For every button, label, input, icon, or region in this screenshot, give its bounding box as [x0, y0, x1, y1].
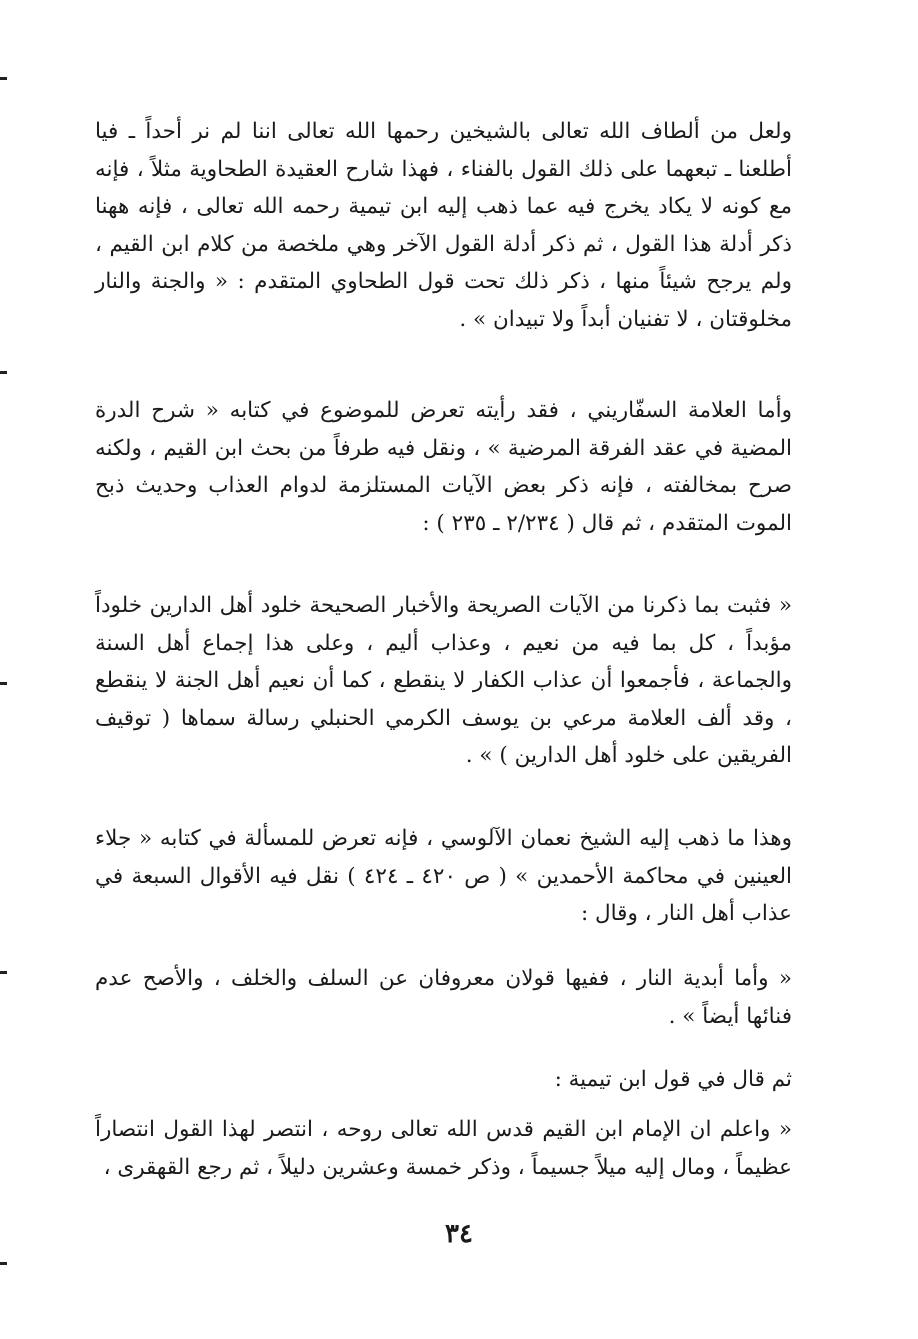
paragraph-4: وهذا ما ذهب إليه الشيخ نعمان الآلوسي ، فإنه تعرض للمسألة في كتابه « جلاء العينين في محاكمة الأحمدين » ( ص ٤٢٠ ـ ٤٢٤ ) نقل فيه الأقوال السبعة في عذاب أهل النار ، وقال : [95, 826, 793, 926]
paragraph-1: ولعل من ألطاف الله تعالى بالشيخين رحمها الله تعالى اننا لم نر أحداً ـ فيا أطلعنا ـ تبعهما على ذلك القول بالفناء ، فهذا شارح العقيدة الطحاوية مثلاً ، فإنه مع كونه لا يكاد يخرج فيه عما ذهب إليه ابن تيمية رحمه الله تعالى ، فإنه ههنا ذكر أدلة هذا القول ، ثم ذكر أدلة القول الآخر وهي ملخصة من كلام ابن القيم ، ولم يرجح شيئاً منها ، ذكر ذلك تحت قول الطحاوي المتقدم : « والجنة والنار مخلوقتان ، لا تفنيان أبداً ولا تبيدان » . [95, 119, 792, 332]
margin-tick [0, 77, 7, 80]
margin-tick [0, 1262, 7, 1265]
paragraph-6: ثم قال في قول ابن تيمية : [554, 1067, 792, 1092]
paragraph-5: « وأما أبدية النار ، ففيها قولان معروفان عن السلف والخلف ، والأصح عدم فنائها أيضاً » . [95, 966, 792, 1029]
paragraph-3: « فثبت بما ذكرنا من الآيات الصريحة والأخبار الصحيحة خلود أهل الدارين خلوداً مؤبداً ، كل بما فيه من نعيم ، وعذاب أليم ، وعلى هذا إجماع أهل السنة والجماعة ، فأجمعوا أن عذاب الكفار لا ينقطع ، كما أن نعيم أهل الجنة لا ينقطع ، وقد ألف العلامة مرعي بن يوسف الكرمي الحنبلي رسالة سماها ( توقيف الفريقين على خلود أهل الدارين ) » . [95, 593, 792, 768]
paragraph-7: « واعلم ان الإمام ابن القيم قدس الله تعالى روحه ، انتصر لهذا القول انتصاراً عظيماً ، ومال إليه ميلاً جسيماً ، وذكر خمسة وعشرين دليلاً ، ثم رجع القهقرى ، [95, 1117, 792, 1180]
page-number: ٣٤ [445, 1219, 473, 1249]
margin-tick [0, 682, 7, 685]
margin-tick [0, 971, 7, 974]
paragraph-2: وأما العلامة السفّاريني ، فقد رأيته تعرض للموضوع في كتابه « شرح الدرة المضية في عقد الفرقة المرضية » ، ونقل فيه طرفاً من بحث ابن القيم ، ولكنه صرح بمخالفته ، فإنه ذكر بعض الآيات المستلزمة لدوام العذاب وحديث ذبح الموت المتقدم ، ثم قال ( ٢/٢٣٤ ـ ٢٣٥ ) : [95, 398, 792, 536]
margin-tick [0, 371, 7, 374]
